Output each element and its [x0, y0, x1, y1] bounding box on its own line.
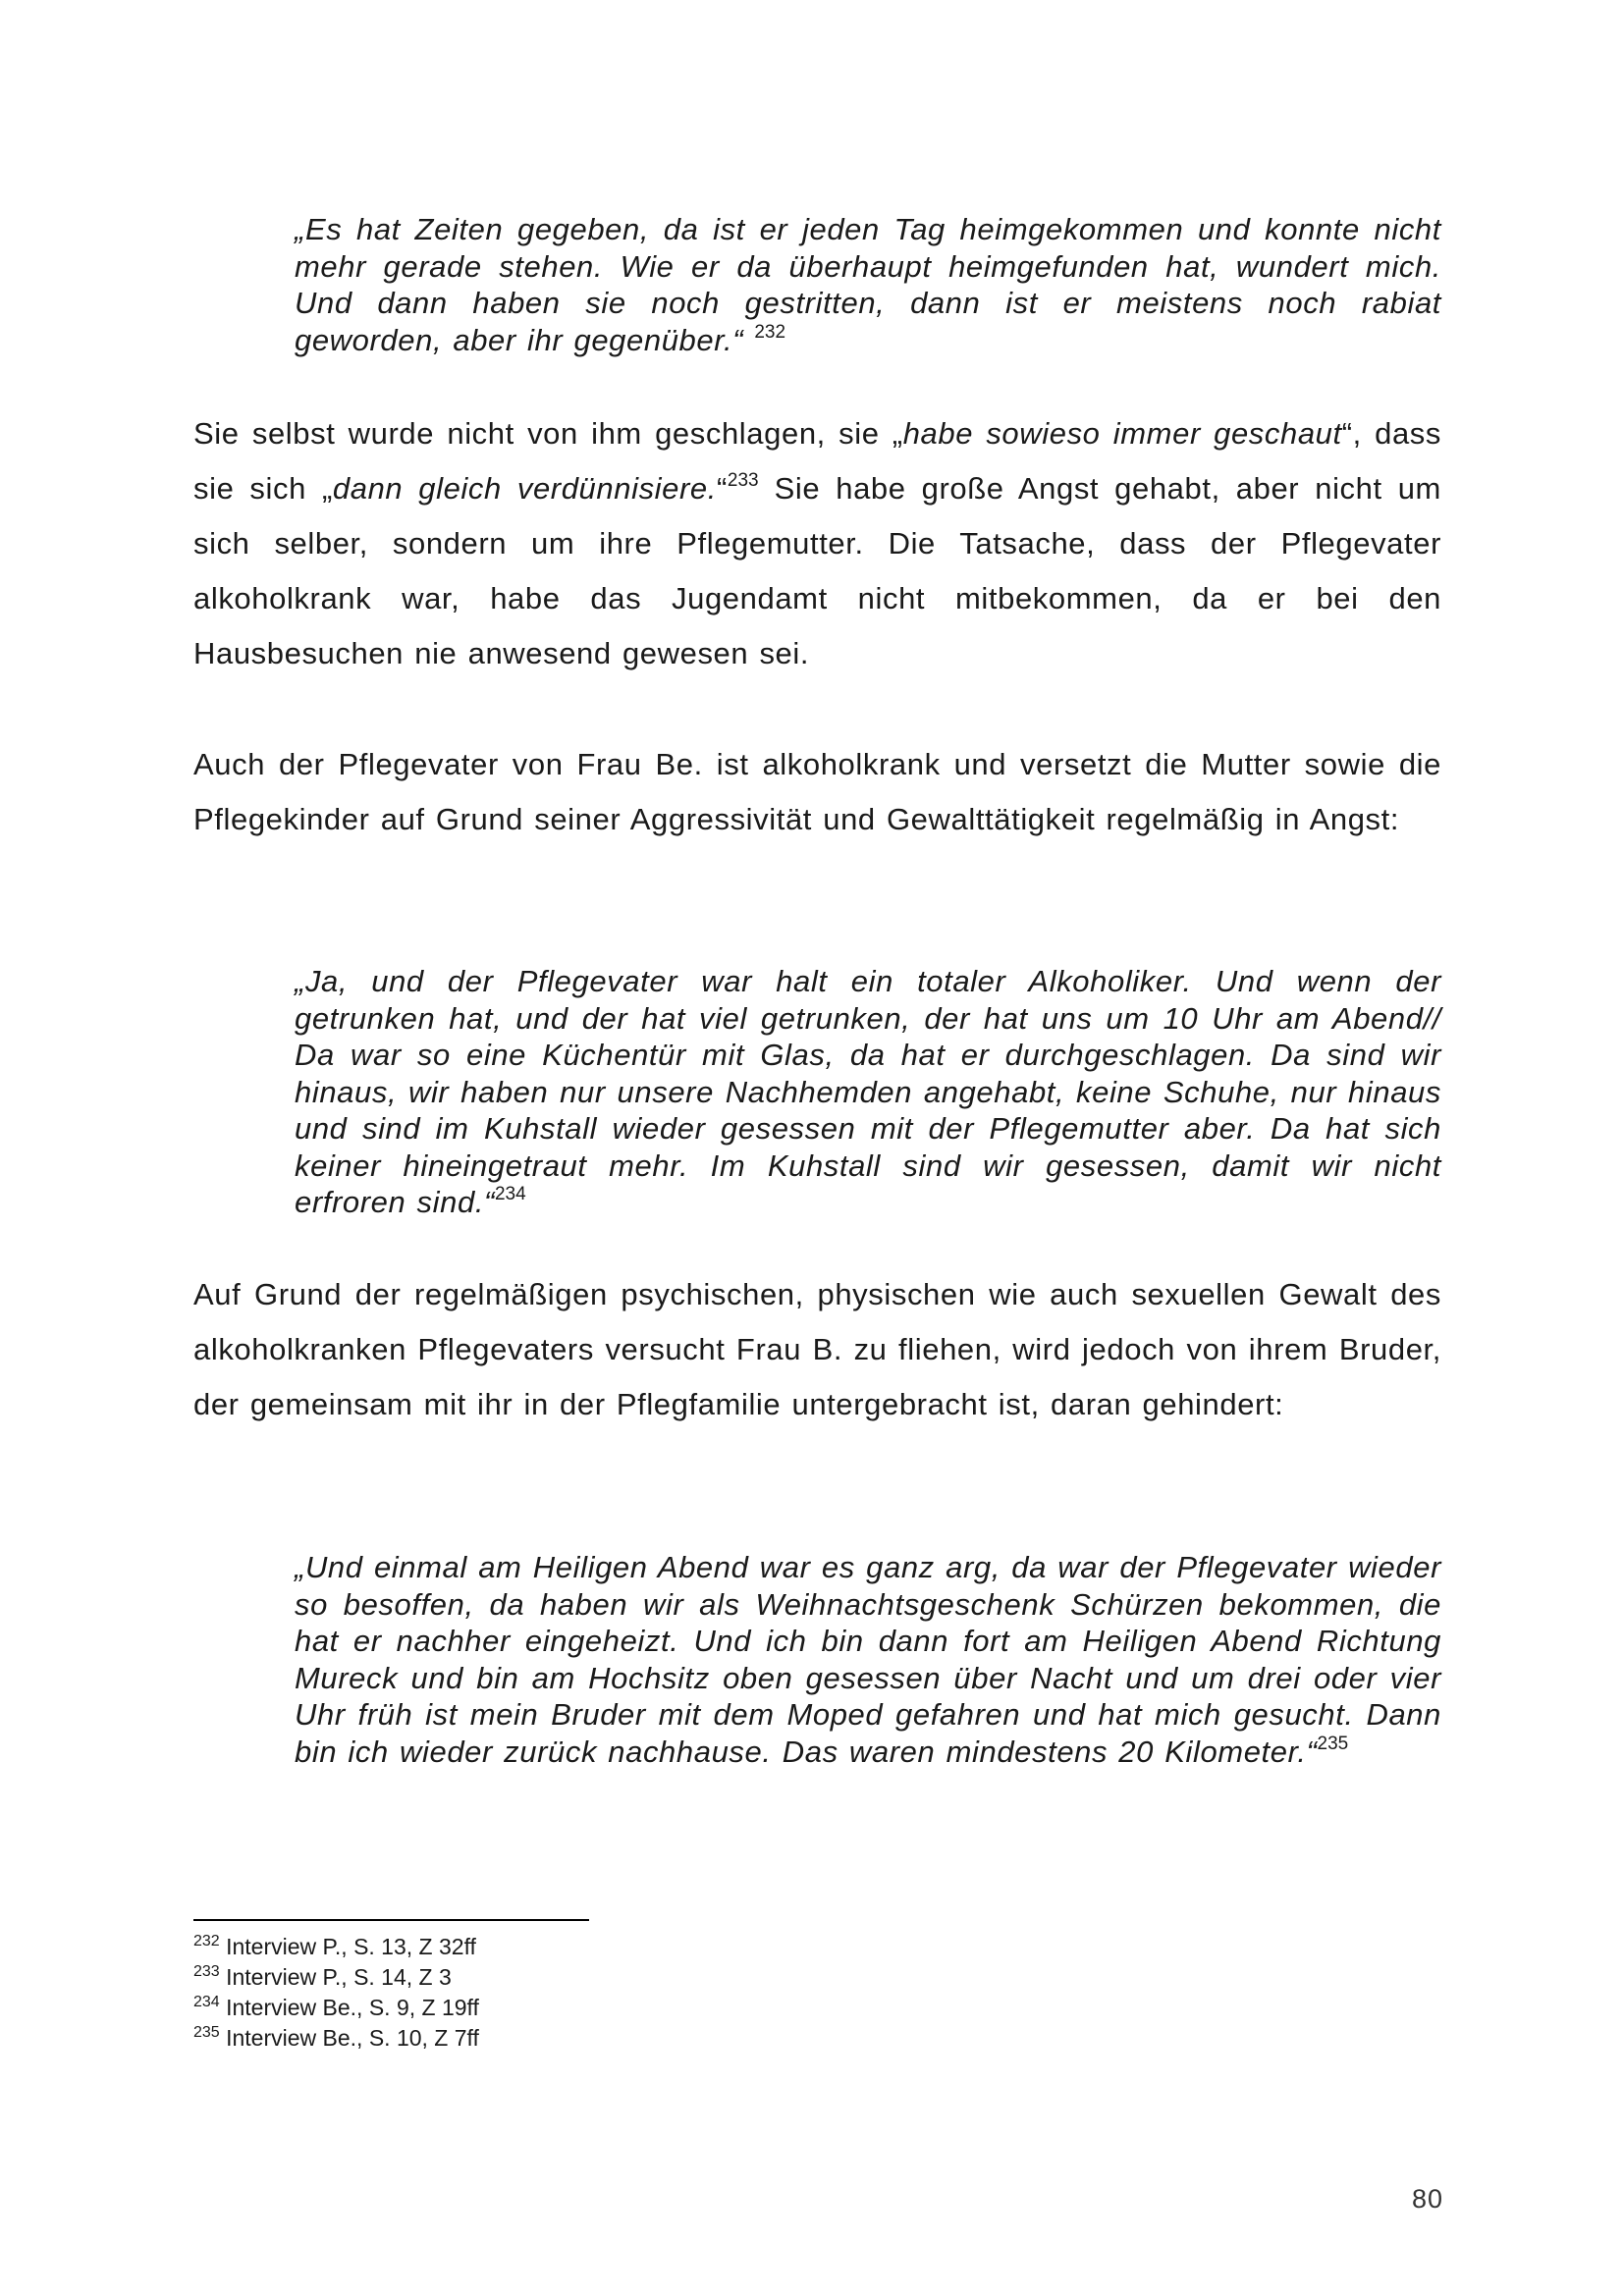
paragraph-2: [193, 737, 1441, 847]
close-quote-mark: “: [1306, 1734, 1318, 1769]
page-number: 80: [1411, 2184, 1443, 2214]
block-quote-3-text: [295, 1549, 1441, 1770]
footnote-divider: [193, 1919, 589, 1921]
quote-text: Ja, und der Pflegevater war halt ein totaler Alkoholiker. Und wenn der getrunken hat, und der hat viel getrunken, der hat uns um 10 Uhr am Abend// Da war so eine Küchentür mit Glas, da hat er durchgeschlagen. Da sind wir hinaus, wir haben nur unsere Nachhemden angehabt, keine Schuhe, nur hinaus und sind im Kuhstall wieder gesessen mit der Pflegemutter aber. Da hat sich keiner hineingetraut mehr. Im Kuhstall sind wir gesessen, damit wir nicht erfroren sind.: [295, 964, 1441, 1219]
footnote-233: [193, 1962, 881, 1993]
footnote-ref: 235: [1317, 1733, 1349, 1754]
footnote-text: Interview Be., S. 9, Z 19ff: [219, 1995, 479, 2020]
footnote-ref: 233: [727, 470, 759, 491]
footnote-number: 233: [193, 1963, 220, 1980]
open-quote-mark: „: [295, 212, 305, 246]
paragraph-1-text: [193, 406, 1441, 681]
footnotes: [193, 1932, 881, 2054]
block-quote-1-text: [295, 211, 1441, 358]
paragraph-2-text: Auch der Pflegevater von Frau Be. ist alkoholkrank und versetzt die Mutter sowie die Pflegekinder auf Grund seiner Aggressivität und Gewalttätigkeit regelmäßig in Angst:: [193, 747, 1441, 836]
paragraph-1: [193, 406, 1441, 681]
text-run: Sie selbst wurde nicht von ihm geschlagen, sie „: [193, 416, 903, 451]
quoted-phrase: dann gleich verdünnisiere.: [332, 471, 717, 506]
close-quote-mark: “: [484, 1185, 495, 1219]
block-quote-1: [295, 211, 1441, 358]
open-quote-mark: „: [295, 964, 305, 998]
footnote-text: Interview Be., S. 10, Z 7ff: [219, 2025, 479, 2051]
footnote-ref: 232: [754, 321, 786, 343]
footnote-number: 234: [193, 1994, 220, 2010]
quoted-phrase: habe sowieso immer geschaut: [902, 416, 1342, 451]
text-run: Sie habe große Angst gehabt, aber nicht um sich selber, sondern um ihre Pflegemutter. Die Tatsache, dass der Pflegevater alkoholkrank war, habe das Jugendamt nicht mitbekommen, da er bei den Hausbesuchen nie anwesend gewesen sei.: [193, 471, 1441, 670]
block-quote-2-text: [295, 963, 1441, 1221]
footnote-235: [193, 2023, 881, 2054]
footnote-234: [193, 1993, 881, 2023]
footnote-ref: 234: [494, 1184, 526, 1204]
footnote-text: Interview P., S. 13, Z 32ff: [219, 1934, 476, 1959]
footnote-text: Interview P., S. 14, Z 3: [219, 1964, 452, 1990]
quote-text: Und einmal am Heiligen Abend war es ganz arg, da war der Pflegevater wieder so besoffen, da haben wir als Weihnachtsgeschenk Schürzen bekommen, die hat er nachher eingeheizt. Und ich bin dann fort am Heiligen Abend Richtung Mureck und bin am Hochsitz oben gesessen über Nacht und um drei oder vier Uhr früh ist mein Bruder mit dem Moped gefahren und hat mich gesucht. Dann bin ich wieder zurück nachhause. Das waren mindestens 20 Kilometer.: [295, 1550, 1441, 1769]
paragraph-3-text: Auf Grund der regelmäßigen psychischen, physischen wie auch sexuellen Gewalt des alkoholkranken Pflegevaters versucht Frau B. zu fliehen, wird jedoch von ihrem Bruder, der gemeinsam mit ihr in der Pflegfamilie untergebracht ist, daran gehindert:: [193, 1277, 1441, 1421]
footnote-number: 232: [193, 1933, 220, 1949]
block-quote-2: [295, 963, 1441, 1221]
close-quote-mark: “: [716, 471, 728, 506]
block-quote-3: [295, 1549, 1441, 1770]
open-quote-mark: „: [295, 1550, 305, 1584]
close-quote-mark: “: [732, 322, 755, 357]
footnote-number: 235: [193, 2024, 220, 2041]
footnote-232: [193, 1932, 881, 1962]
text-run: “, dass sie sich „: [193, 416, 1441, 506]
paragraph-3: [193, 1267, 1441, 1432]
quote-text: Es hat Zeiten gegeben, da ist er jeden Tag heimgekommen und konnte nicht mehr gerade stehen. Wie er da überhaupt heimgefunden hat, wundert mich. Und dann haben sie noch gestritten, dann ist er meistens noch rabiat geworden, aber ihr gegenüber.: [295, 212, 1441, 357]
